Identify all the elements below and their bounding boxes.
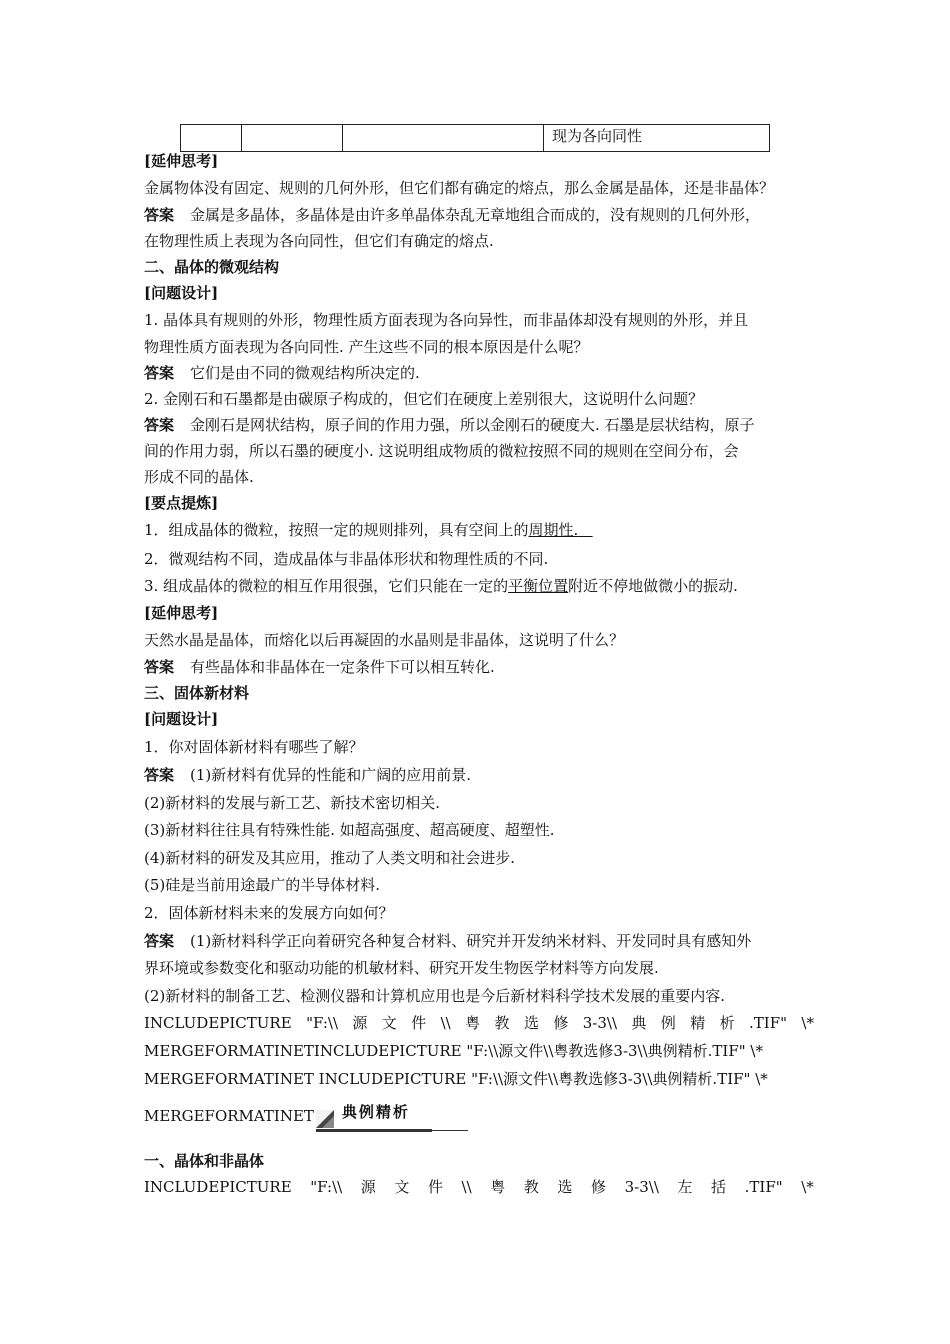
think-heading: [延伸思考] — [144, 604, 219, 622]
field-code-line: MERGEFORMATINET INCLUDEPICTURE "F:\\源文件\\粤教选修3-3\\典例精析.TIF" \* — [144, 1070, 768, 1088]
banner-label: 典例精析 — [341, 1103, 410, 1121]
section-title: 二、晶体的微观结构 — [144, 258, 280, 276]
think-answer: 答案 金属是多晶体，多晶体是由许多单晶体杂乱无章地组合而成的，没有规则的几何外形， — [144, 206, 761, 224]
field-code-line: INCLUDEPICTURE "F:\\ 源 文 件 \\ 粤 教 选 修 3-3\\ 典 例 精 析 .TIF" \* — [144, 1014, 814, 1032]
field-code-line: INCLUDEPICTURE "F:\\ 源 文 件 \\ 粤 教 选 修 3-3\\ 左 括 .TIF" \* — [144, 1178, 814, 1196]
think-question: 金属物体没有固定、规则的几何外形，但它们都有确定的熔点，那么金属是晶体，还是非晶体？ — [144, 179, 775, 197]
section-banner — [316, 1103, 468, 1132]
answer-2: 答案 金刚石是网状结构，原子间的作用力强，所以金刚石的硬度大. 石墨是层状结构，原子 — [144, 416, 755, 434]
answer-1: 答案 它们是由不同的微观结构所决定的. — [144, 364, 420, 382]
think-heading: [延伸思考] — [144, 152, 219, 170]
point-3: 3. 组成晶体的微粒的相互作用很强，它们只能在一定的平衡位置附近不停地做微小的振动. — [144, 577, 738, 595]
answer-2-cont: 界环境或参数变化和驱动功能的机敏材料、研究开发生物医学材料等方向发展. — [144, 959, 659, 977]
fill-blank: 周期性. — [528, 521, 579, 539]
point-1: 1．组成晶体的微粒，按照一定的规则排列，具有空间上的周期性. — [144, 521, 579, 539]
think-question: 天然水晶是晶体，而熔化以后再凝固的水晶则是非晶体，这说明了什么？ — [144, 631, 625, 649]
answer-1: 答案 (1)新材料有优异的性能和广阔的应用前景. — [144, 766, 472, 784]
answer-2-cont: 间的作用力弱，所以石墨的硬度小. 这说明组成物质的微粒按照不同的规则在空间分布，会 — [144, 442, 739, 460]
answer-item: (5)硅是当前用途最广的半导体材料. — [144, 876, 381, 894]
answer-2: 答案 (1)新材料科学正向着研究各种复合材料、研究并开发纳米材料、开发同时具有感知外 — [144, 932, 752, 950]
question-1: 1．你对固体新材料有哪些了解？ — [144, 738, 364, 756]
points-heading: [要点提炼] — [144, 494, 219, 512]
section-title: 三、固体新材料 — [144, 684, 250, 702]
banner-corner-icon — [316, 1110, 334, 1128]
question-2: 2. 金刚石和石墨都是由碳原子构成的，但它们在硬度上差别很大，这说明什么问题？ — [144, 390, 704, 408]
answer-label: 答案 — [144, 206, 175, 224]
table-cell: 现为各向同性 — [544, 125, 770, 152]
answer-item: (2)新材料的发展与新工艺、新技术密切相关. — [144, 794, 441, 812]
field-code-line: MERGEFORMATINET 典例精析 — [144, 1100, 814, 1132]
point-2: 2．微观结构不同，造成晶体与非晶体形状和物理性质的不同. — [144, 550, 549, 568]
example-title: 一、晶体和非晶体 — [144, 1152, 265, 1170]
question-2: 2．固体新材料未来的发展方向如何？ — [144, 904, 394, 922]
field-code-line: MERGEFORMATINETINCLUDEPICTURE "F:\\源文件\\粤教选修3-3\\典例精析.TIF" \* — [144, 1042, 763, 1060]
answer-item: (4)新材料的研发及其应用，推动了人类文明和社会进步. — [144, 849, 516, 867]
answer-2-cont: (2)新材料的制备工艺、检测仪器和计算机应用也是今后新材料科学技术发展的重要内容. — [144, 987, 726, 1005]
question-1: 1. 晶体具有规则的外形，物理性质方面表现为各向异性，而非晶体却没有规则的外形，并且 — [144, 311, 749, 329]
think-answer-cont: 在物理性质上表现为各向同性，但它们有确定的熔点. — [144, 232, 494, 250]
design-heading: [问题设计] — [144, 710, 219, 728]
answer-item: (3)新材料往往具有特殊性能. 如超高强度、超高硬度、超塑性. — [144, 821, 555, 839]
design-heading: [问题设计] — [144, 284, 219, 302]
think-answer: 答案 有些晶体和非晶体在一定条件下可以相互转化. — [144, 658, 495, 676]
fill-blank: 平衡位置 — [508, 577, 569, 595]
question-1-cont: 物理性质方面表现为各向同性. 产生这些不同的根本原因是什么呢？ — [144, 338, 589, 356]
answer-2-cont: 形成不同的晶体. — [144, 468, 254, 486]
